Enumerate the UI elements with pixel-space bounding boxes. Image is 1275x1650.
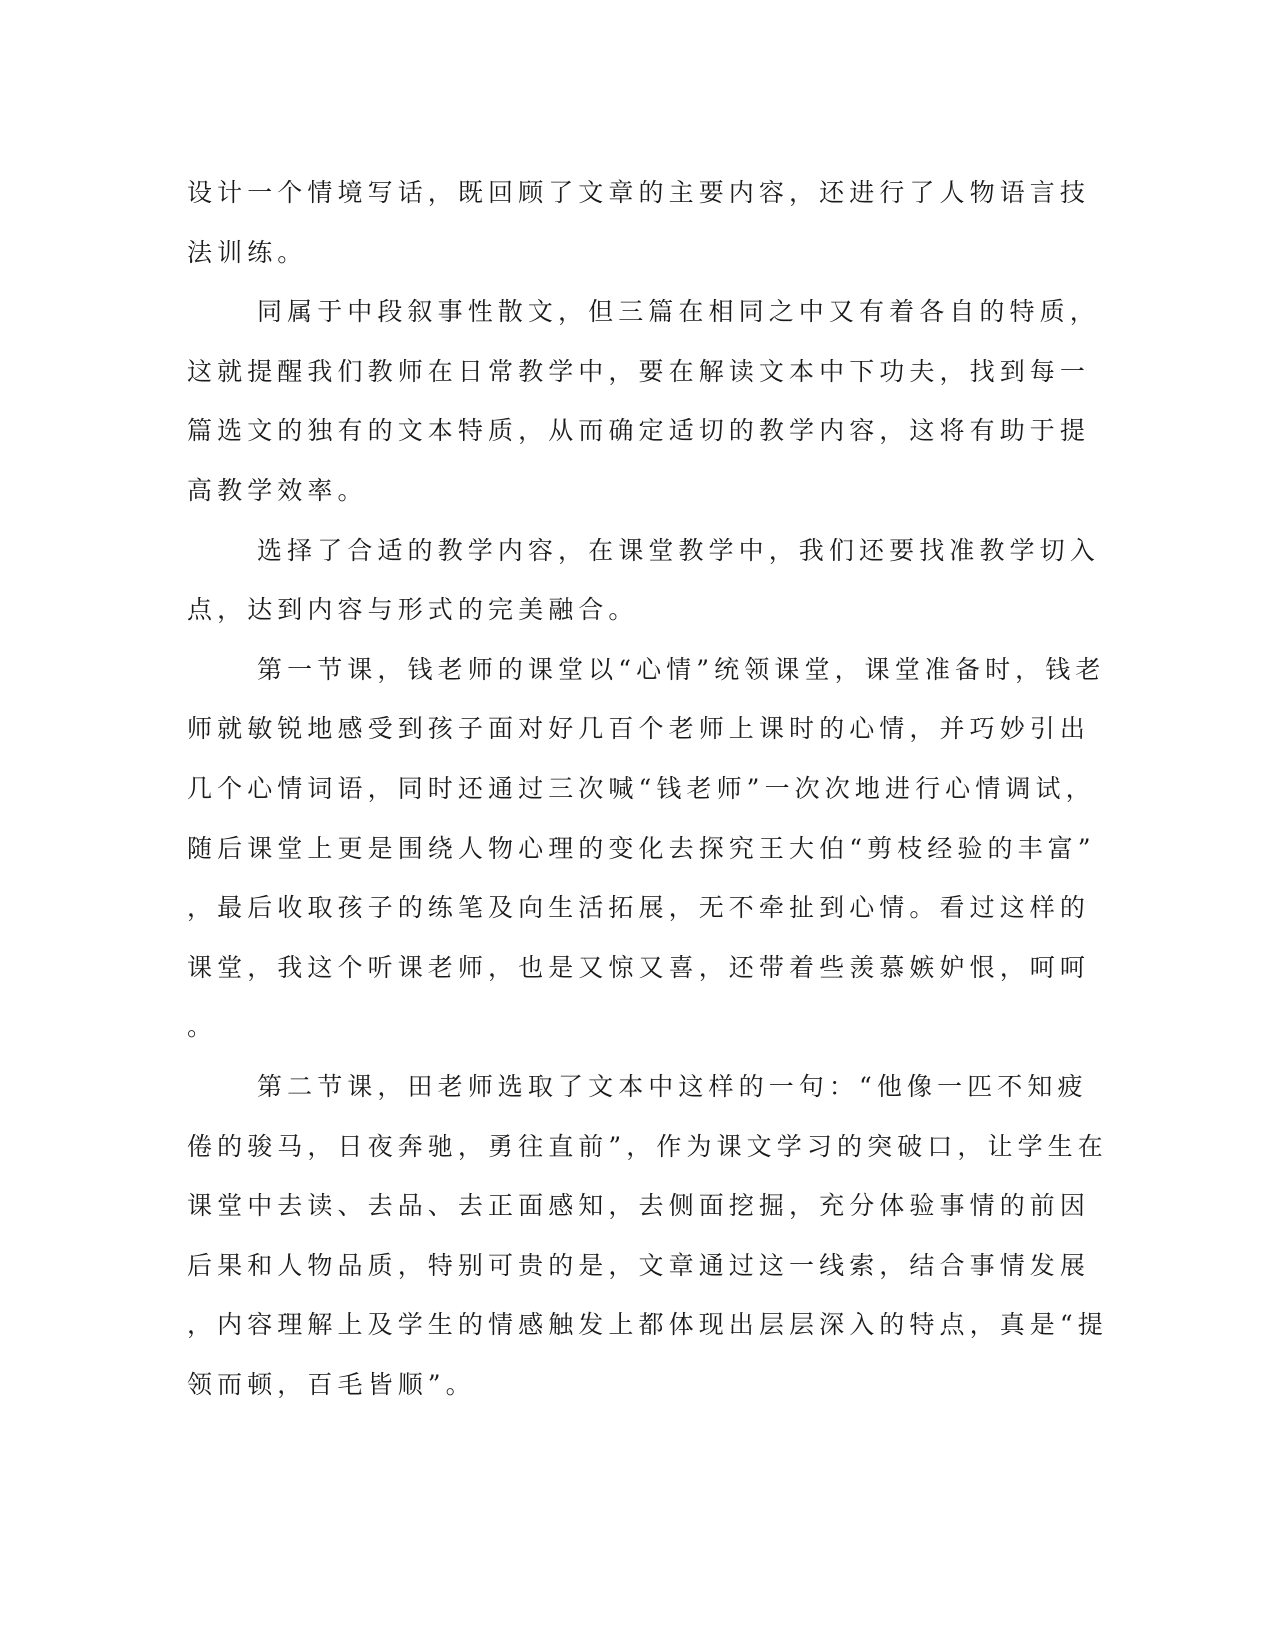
paragraph-2 <box>187 282 1100 520</box>
paragraph-4 <box>187 640 1106 1057</box>
paragraph-line: 第二节课，田老师选取了文本中这样的一句：“他像一匹不知疲 <box>257 1071 1088 1101</box>
paragraph-line: 课堂中去读、去品、去正面感知，去侧面挖掘，充分体验事情的前因 <box>187 1191 1091 1221</box>
paragraph-line: 篇选文的独有的文本特质，从而确定适切的教学内容，这将有助于提 <box>187 416 1091 446</box>
paragraph-line: 同属于中段叙事性散文，但三篇在相同之中又有着各自的特质， <box>257 297 1100 327</box>
paragraph-5 <box>187 1057 1108 1415</box>
paragraph-line: 师就敏锐地感受到孩子面对好几百个老师上课时的心情，并巧妙引出 <box>187 714 1091 744</box>
paragraph-line: 第一节课，钱老师的课堂以“心情”统领课堂，课堂准备时，钱老 <box>257 654 1106 684</box>
paragraph-line: 随后课堂上更是围绕人物心理的变化去探究王大伯“剪枝经验的丰富” <box>187 833 1096 863</box>
paragraph-line: 。 <box>187 1012 218 1042</box>
paragraph-line: 设计一个情境写话，既回顾了文章的主要内容，还进行了人物语言技 <box>187 178 1091 207</box>
paragraph-1 <box>187 163 1091 282</box>
paragraph-line: 选择了合适的教学内容，在课堂教学中，我们还要找准教学切入 <box>257 535 1100 565</box>
paragraph-line: 高教学效率。 <box>187 475 368 505</box>
paragraph-line: 几个心情词语，同时还通过三次喊“钱老师”一次次地进行心情调试， <box>187 773 1096 803</box>
paragraph-line: 法训练。 <box>187 237 308 267</box>
paragraph-line: 点，达到内容与形式的完美融合。 <box>187 595 639 625</box>
paragraph-line: 这就提醒我们教师在日常教学中，要在解读文本中下功夫，找到每一 <box>187 356 1091 386</box>
body-text <box>187 163 1108 1414</box>
paragraph-line: 倦的骏马，日夜奔驰，勇往直前”，作为课文学习的突破口，让学生在 <box>187 1131 1108 1161</box>
paragraph-3 <box>187 521 1100 640</box>
paragraph-line: ，内容理解上及学生的情感触发上都体现出层层深入的特点，真是“提 <box>187 1310 1108 1340</box>
paragraph-line: 领而顿，百毛皆顺”。 <box>187 1369 476 1399</box>
paragraph-line: 后果和人物品质，特别可贵的是，文章通过这一线索，结合事情发展 <box>187 1250 1091 1280</box>
paragraph-line: ，最后收取孩子的练笔及向生活拓展，无不牵扯到心情。看过这样的 <box>187 893 1091 923</box>
paragraph-line: 课堂，我这个听课老师，也是又惊又喜，还带着些羡慕嫉妒恨，呵呵 <box>187 952 1091 982</box>
